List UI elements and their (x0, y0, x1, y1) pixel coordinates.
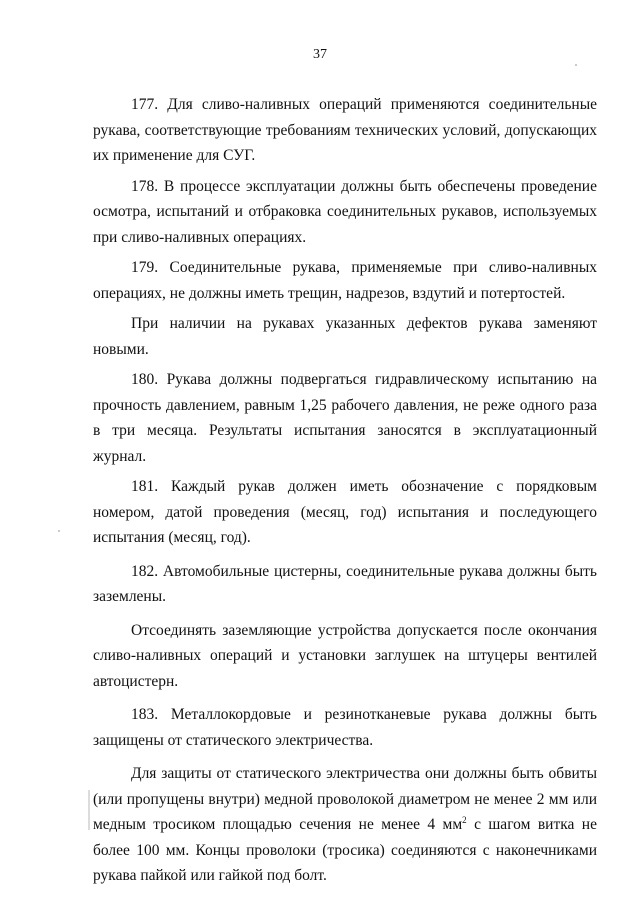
paragraph-180: 180. Рукава должны подвергаться гидравлическому испытанию на прочность давлением, равным 1,25 рабочего давления, не реже одного раза в три месяца. Результаты испытания заносятся в эксплуатационный журнал. (93, 371, 597, 465)
paragraph-183-continuation (93, 761, 597, 889)
page-number: 37 (313, 47, 327, 62)
paragraph-182-continuation: Отсоединять заземляющие устройства допускается после окончания сливо-наливных операций и установки заглушек на штуцеры вентилей автоцистерн. (93, 621, 597, 690)
paragraph-177: 177. Для сливо-наливных операций применяются соединительные рукава, соответствующие требованиям технических условий, допускающих их применение для СУГ. (93, 96, 597, 164)
scan-speck (575, 64, 577, 66)
scan-speck (58, 530, 60, 532)
paragraph-181: 181. Каждый рукав должен иметь обозначение с порядковым номером, датой проведения (месяц, год) испытания и последующего испытания (месяц, год). (93, 478, 597, 546)
document-body (93, 92, 597, 889)
paragraph-183-text-start: Для защиты от статического электричества они должны быть обвиты (или пропущены внутри) медной проволокой диаметром не менее 2 мм или медным тросиком площадью сечения не менее 4 мм (93, 765, 597, 833)
paragraph-182: 182. Автомобильные цистерны, соединительные рукава должны быть заземлены. (93, 562, 597, 605)
superscript-squared: 2 (462, 815, 467, 825)
paragraph-178: 178. В процессе эксплуатации должны быть обеспечены проведение осмотра, испытаний и отбраковка соединительных рукавов, используемых при сливо-наливных операциях. (93, 177, 597, 246)
paragraph-179: 179. Соединительные рукава, применяемые при сливо-наливных операциях, не должны иметь трещин, надрезов, вздутий и потертостей. (93, 259, 597, 302)
scan-artifact-line (88, 790, 90, 830)
paragraph-183: 183. Металлокордовые и резинотканевые рукава должны быть защищены от статического электричества. (93, 706, 597, 749)
paragraph-179-continuation: При наличии на рукавах указанных дефектов рукава заменяют новыми. (93, 315, 597, 358)
paragraph-183-text-end: с шагом витка не более 100 мм. Концы проволоки (тросика) соединяются с наконечниками рукава пайкой или гайкой под болт. (93, 816, 597, 884)
